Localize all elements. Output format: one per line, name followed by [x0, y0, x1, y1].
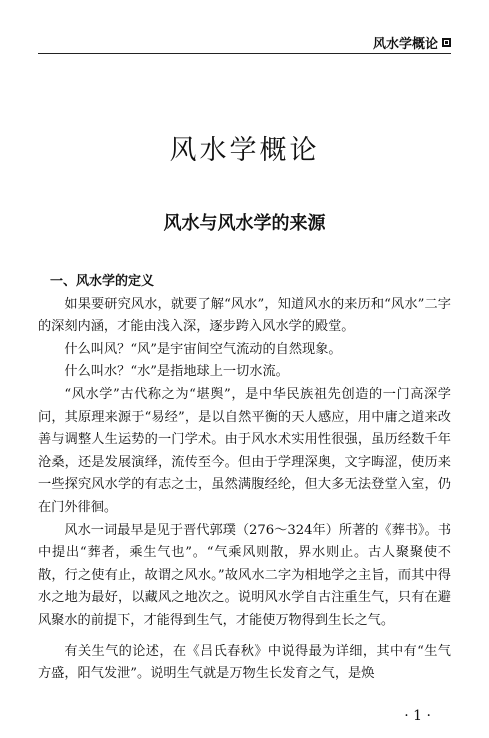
subsection-title: 一、风水学的定义 [50, 274, 155, 289]
paragraph: 有关生气的论述，在《吕氏春秋》中说得最为详细，其中有“生气方盛，阳气发泄”。说明生气就是万物生长发育之气，是焕 [38, 643, 451, 682]
section-title: 风水与风水学的来源 [163, 213, 326, 234]
chapter-title: 风水学概论 [169, 135, 320, 166]
paragraph: 风水一词最早是见于晋代郭璞（276～324年）所著的《葬书》。书中提出“葬者，乘生气也”。“气乘风则散，界水则止。古人聚聚使不散，行之使有止，故谓之风水。”故风水二字为相地学之主旨，而其中得水之地为最好，以藏风之地次之。说明风水学自古注重生气，只有在避风聚水的前提下，才能得到生气，才能使万物得到生长之气。 [38, 522, 452, 628]
paragraph: 什么叫水？“水”是指地球上一切水流。 [64, 364, 289, 380]
square-bullet-icon [442, 38, 451, 47]
page-number: · 1 · [404, 708, 431, 724]
running-head-title: 风水学概论 [372, 37, 438, 52]
header-rule [38, 53, 451, 54]
paragraph: 如果要研究风水，就要了解“风水”，知道风水的来历和“风水”二字的深刻内涵，才能由浅入深，逐步跨入风水学的殿堂。 [38, 296, 451, 335]
paragraph: “风水学”古代称之为“堪舆”，是中华民族祖先创造的一门高深学问，其原理来源于“易经”，是以自然平衡的天人感应，用中庸之道来改善与调整人生运势的一门学术。由于风水术实用性很强，虽历经数千年沧桑，还是发展演绎，流传至今。但由于学理深奥，文字晦涩，使历来一些探究风水学的有志之士，虽然满腹经纶，但大多无法登堂入室，仍在门外徘徊。 [38, 386, 451, 515]
body-text [38, 271, 451, 686]
running-head [373, 33, 451, 52]
paragraph: 什么叫风？“风”是宇宙间空气流动的自然现象。 [64, 341, 342, 357]
